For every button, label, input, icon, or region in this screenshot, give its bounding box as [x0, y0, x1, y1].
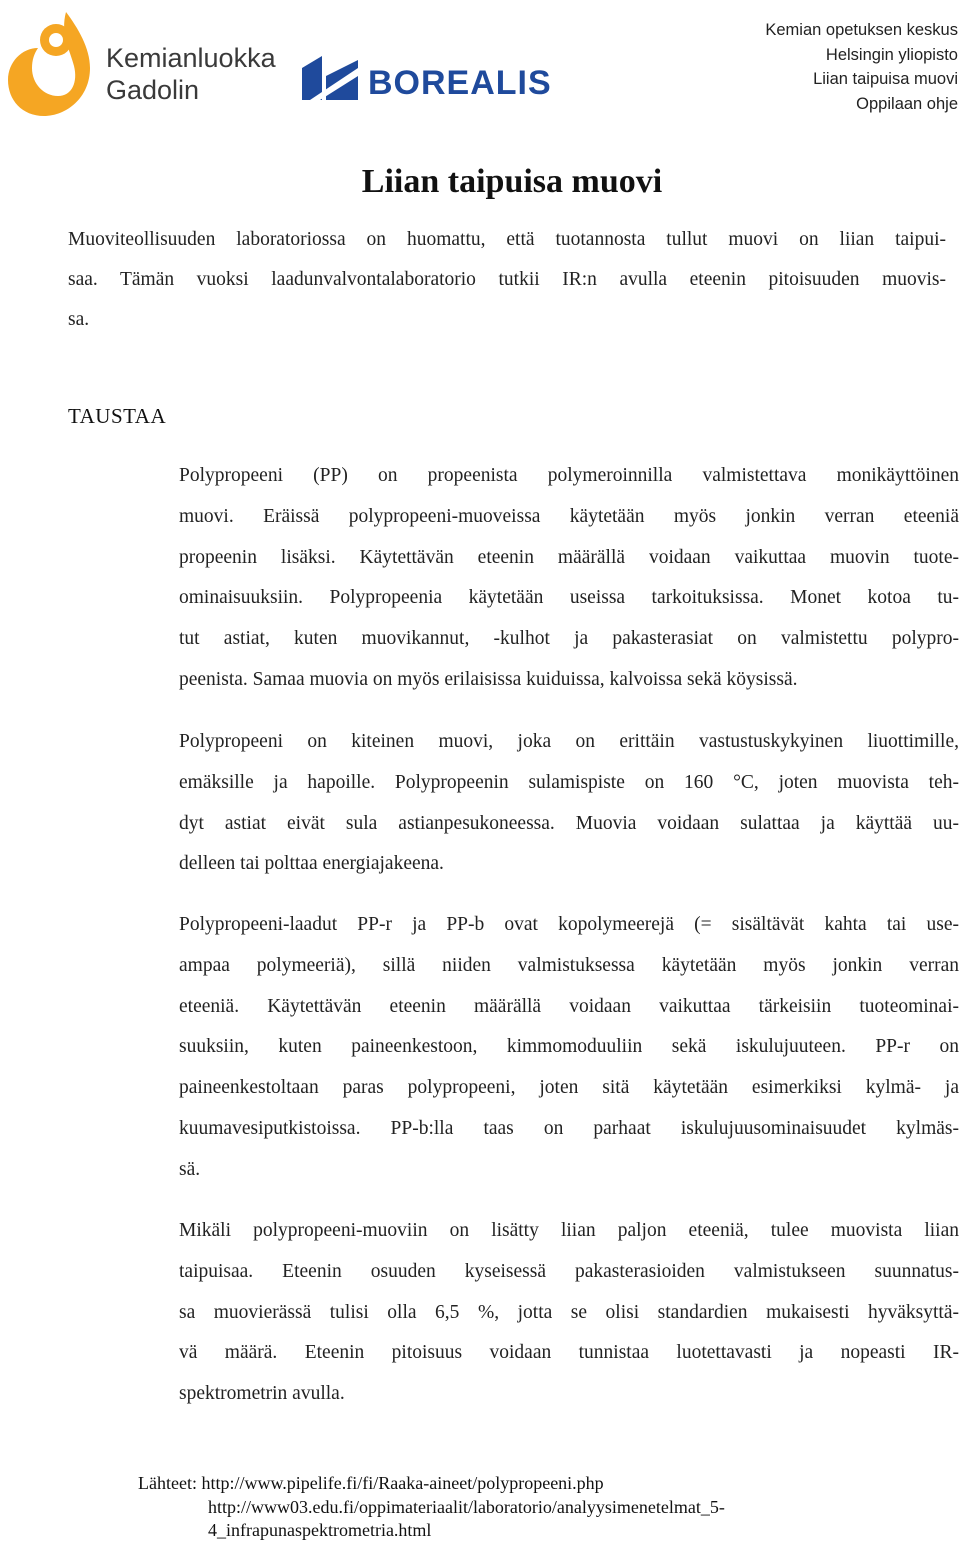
borealis-logo-text: BOREALIS [368, 64, 552, 102]
text-line: ominaisuuksiin. Polypropeenia käytetään useissa tarkoituksissa. Monet kotoa tu- [179, 587, 959, 609]
intro-paragraph [68, 220, 946, 340]
text-line: spektrometrin avulla. [179, 1383, 345, 1405]
text-line: Polypropeeni-laadut PP-r ja PP-b ovat kopolymeerejä (= sisältävät kahta tai use- [179, 914, 959, 935]
header-info-line: Oppilaan ohje [856, 94, 958, 113]
text-line: sä. [179, 1158, 201, 1180]
text-line: suuksiin, kuten paineenkestoon, kimmomoduuliin sekä iskulujuuteen. PP-r on [179, 1036, 959, 1058]
text-line: paineenkestoltaan paras polypropeeni, joten sitä käytetään esimerkiksi kylmä- ja [179, 1077, 959, 1099]
text-line: Mikäli polypropeeni-muoviin on lisätty liian paljon eteeniä, tulee muovista liian [179, 1220, 959, 1241]
body-paragraph-4 [179, 1211, 959, 1415]
text-line: sa muovierässä tulisi olla 6,5 %, jotta se olisi standardien mukaisesti hyväksyttä- [179, 1301, 959, 1323]
header-info-line: Kemian opetuksen keskus [765, 21, 958, 39]
source-link-continuation[interactable]: 4_infrapunaspektrometria.html [208, 1520, 432, 1540]
gadolin-logo-text [106, 42, 276, 106]
source-link[interactable]: http://www03.edu.fi/oppimateriaalit/laboratorio/analyysimenetelmat_5- [208, 1496, 725, 1517]
text-line: propeenin lisäksi. Käytettävän eteenin määrällä voidaan vaikuttaa muovin tuote- [179, 546, 959, 568]
sources-label: Lähteet: [138, 1473, 197, 1493]
body-paragraph-1 [179, 456, 959, 701]
gadolin-logo-line1: Kemianluokka [106, 43, 276, 73]
gadolin-logo-icon [4, 8, 94, 118]
header-info [765, 18, 958, 116]
text-line: dyt astiat eivät sula astianpesukoneessa. Muovia voidaan sulattaa ja käyttää uu- [179, 812, 959, 834]
source-link[interactable]: http://www.pipelife.fi/fi/Raaka-aineet/polypropeeni.php [201, 1473, 604, 1493]
page-title: Liian taipuisa muovi [361, 163, 663, 200]
borealis-logo-icon [300, 54, 360, 102]
text-line: Polypropeeni on kiteinen muovi, joka on erittäin vastustuskykyinen liuottimille, [179, 731, 959, 752]
text-line: kuumavesiputkistoissa. PP-b:lla taas on parhaat iskulujuusominaisuudet kylmäs- [179, 1117, 959, 1139]
body-paragraph-3 [179, 905, 959, 1191]
text-line: muovi. Eräissä polypropeeni-muoveissa käytetään myös jonkin verran eteeniä [179, 505, 959, 527]
header-info-line: Helsingin yliopisto [825, 45, 958, 64]
text-line: ampaa polymeeriä), sillä niiden valmistuksessa käytetään myös jonkin verran [179, 954, 959, 976]
text-line: taipuisaa. Eteenin osuuden kyseisessä pakasterasioiden valmistukseen suunnatus- [179, 1260, 959, 1282]
body-paragraph-2 [179, 722, 959, 885]
text-line: delleen tai polttaa energiajakeena. [179, 853, 444, 875]
text-line: peenista. Samaa muovia on myös erilaisissa kuiduissa, kalvoissa sekä köysissä. [179, 668, 798, 690]
text-line: sa. [68, 309, 90, 330]
sources-section [138, 1472, 725, 1543]
text-line: vä määrä. Eteenin pitoisuus voidaan tunnistaa luotettavasti ja nopeasti IR- [179, 1342, 959, 1364]
text-line: eteeniä. Käytettävän eteenin määrällä voidaan vaikuttaa tärkeisiin tuoteominai- [179, 995, 959, 1017]
text-line: emäksille ja hapoille. Polypropeenin sulamispiste on 160 °C, joten muovista teh- [179, 771, 959, 793]
text-line: saa. Tämän vuoksi laadunvalvontalaboratorio tutkii IR:n avulla eteenin pitoisuuden muovis- [68, 269, 946, 290]
text-line: Polypropeeni (PP) on propeenista polymeroinnilla valmistettava monikäyttöinen [179, 465, 959, 486]
section-heading: TAUSTAA [68, 404, 167, 428]
gadolin-logo-line2: Gadolin [106, 75, 200, 105]
header-info-line: Liian taipuisa muovi [813, 70, 958, 88]
text-line: Muoviteollisuuden laboratoriossa on huomattu, että tuotannosta tullut muovi on liian taipui- [68, 229, 946, 250]
text-line: tut astiat, kuten muovikannut, -kulhot ja pakasterasiat on valmistettu polypro- [179, 628, 959, 650]
page-header [0, 0, 960, 130]
